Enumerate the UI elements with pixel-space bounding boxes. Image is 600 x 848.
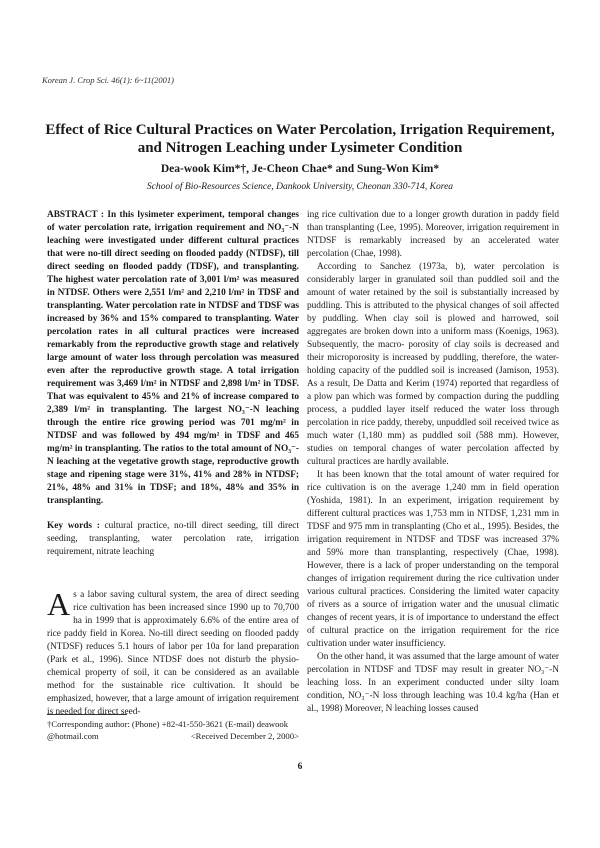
keywords-text: cultural practice, no-till direct seeding, till direct seeding, transplanting, water percolation rate, irrigation requirement, nitrate leaching (47, 521, 299, 557)
footnote-divider (47, 714, 127, 715)
drop-cap: A (47, 586, 71, 622)
body-paragraph-2: According to Sanchez (1973a, b), water percolation is considerably larger in granulated soil than puddled soil and the amount of water retained by the soil is substantially increased by puddling. This is attributed to the physical changes of soil affected by puddling. When clay soil is plowed and harrowed, soil aggregates are broken down into a uniform mass (Koenigs, 1963). Subsequently, the macro- porosity of clay soils is decreased and their microporosity is increased by puddling, therefore, the water-holding capacity of the puddled soil is increased (Jamison, 1953). As a result, De Datta and Kerim (1974) reported that regardless of a plow pan which was formed by compaction during the puddling process, a puddled layer itself reduced the water loss through percolation in rice paddy, thereby, unpuddled soil received twice as much water (1,180 mm) as puddled soil (588 mm). However, studies on temporal changes of water percolation affected by cultural practices are hardly available. (307, 262, 559, 467)
abstract-text: In this lysimeter experiment, temporal changes of water percolation rate, irrigation requirement and NO₃⁻-N leaching were investigated under different cultural practices that were no-till direct seeding on flooded paddy (NTDSF), till direct seeding on flooded paddy (TDSF), and transplanting. The highest water percolation rate of 3,001 l/m² was measured in NTDSF. Others were 2,551 l/m² and 2,210 l/m² in TDSF and transplanting. Water percolation rate in NTDSF and TDSF was increased by 36% and 15% compared to transplanting. Water percolation rates in all cultural practices were increased remarkably from the reproductive growth stage and relatively large amount of water loss through percolation was measured even after the reproductive growth stage. A total irrigation requirement was 3,469 l/m² in NTDSF and 2,898 l/m² in TDSF. That was equivalent to 45% and 21% of increase compared to 2,389 l/m² in transplanting. The largest NO₃⁻-N leaching through the entire rice growing period was 701 mg/m² in NTDSF and was followed by 494 mg/m² in TDSF and 465 mg/m² in transplanting. The ratios to the total amount of NO₃⁻-N leaching at the vegetative growth stage, reproductive growth stage and ripening stage were 31%, 41% and 28% in NTDSF; 21%, 48% and 31% in TDSF; and 18%, 48% and 35% in transplanting. (47, 210, 299, 506)
body-paragraph-4: On the other hand, it was assumed that the large amount of water percolation in NTDSF and TDSF may result in greater NO₃⁻-N leaching loss. In an experiment conducted under silty loam condition, NO₃⁻-N loss through leaching was 10.4 kg/ha (Han et al., 1998) Moreover, N leaching losses caused (307, 652, 559, 714)
abstract-label: ABSTRACT : (47, 210, 104, 220)
page-number: 6 (297, 762, 303, 772)
affiliation: School of Bio-Resources Science, Dankook University, Cheonan 330-714, Korea (146, 182, 454, 192)
footnote-line-2 (47, 730, 299, 742)
introduction (47, 586, 299, 719)
body-paragraph-1: ing rice cultivation due to a longer growth duration in paddy field than transplanting (Lee, 1995). Moreover, irrigation requirement in NTDSF is remarkably increased by an accelerated water percolation (Chae, 1998). (307, 210, 559, 259)
right-column (307, 209, 559, 716)
paper-title (40, 121, 560, 157)
footnote-email: @hotmail.com (47, 731, 99, 741)
journal-citation: Korean J. Crop Sci. 46(1): 6~11(2001) (42, 75, 174, 85)
left-column (47, 209, 299, 719)
footnote-corresponding: †Corresponding author: (Phone) +82-41-550-3621 (E-mail) deawook (47, 719, 289, 729)
keywords (47, 520, 299, 559)
body-paragraph-3: It has been known that the total amount of water required for rice cultivation is on the average 1,240 mm in field operation (Yoshida, 1981). In an experiment, irrigation requirement by different cultural practices was 1,753 mm in NTDSF, 1,231 mm in TDSF and 975 mm in transplanting (Cho et al., 1995). Besides, the irrigation requirement in NTDSF and TDSF was increased 37% and 59% more than transplanting, respectively (Chae, 1998). However, there is a lack of proper understanding on the temporal changes of irrigation requirement during the rice cultivation under various cultural practices. Considering the limited water capacity of rivers as a source of irrigation water and the unusual climatic changes of recent years, it is of importance to understand the effect of cultural practice on the irrigation requirement for the rice cultivation under water insufficiency. (307, 470, 559, 649)
keywords-label: Key words : (47, 521, 100, 531)
title-line-2: and Nitrogen Leaching under Lysimeter Condition (137, 140, 463, 156)
footnote (47, 718, 299, 742)
abstract (47, 209, 299, 508)
intro-paragraph-1: s a labor saving cultural system, the area of direct seeding rice cultivation has been increased since 1990 up to 70,700 ha in 1999 that is approximately 6.6% of the entire area of rice paddy field in Korea. No-till direct seeding on flooded paddy (NTDSF) reduces 5.1 hours of labor per 10a for land preparation (Park et al., 1996). Since NTDSF does not disturb the physio-chemical property of soil, it can be considered as an available method for the sustainable rice cultivation. It should be emphasized, however, that a large amount of irrigation requirement is needed for direct seed- (47, 590, 299, 717)
title-line-1: Effect of Rice Cultural Practices on Water Percolation, Irrigation Requirement, (45, 122, 555, 138)
author-list: Dea-wook Kim*†, Je-Cheon Chae* and Sung-Won Kim* (160, 163, 440, 175)
received-date: <Received December 2, 2000> (190, 731, 299, 741)
